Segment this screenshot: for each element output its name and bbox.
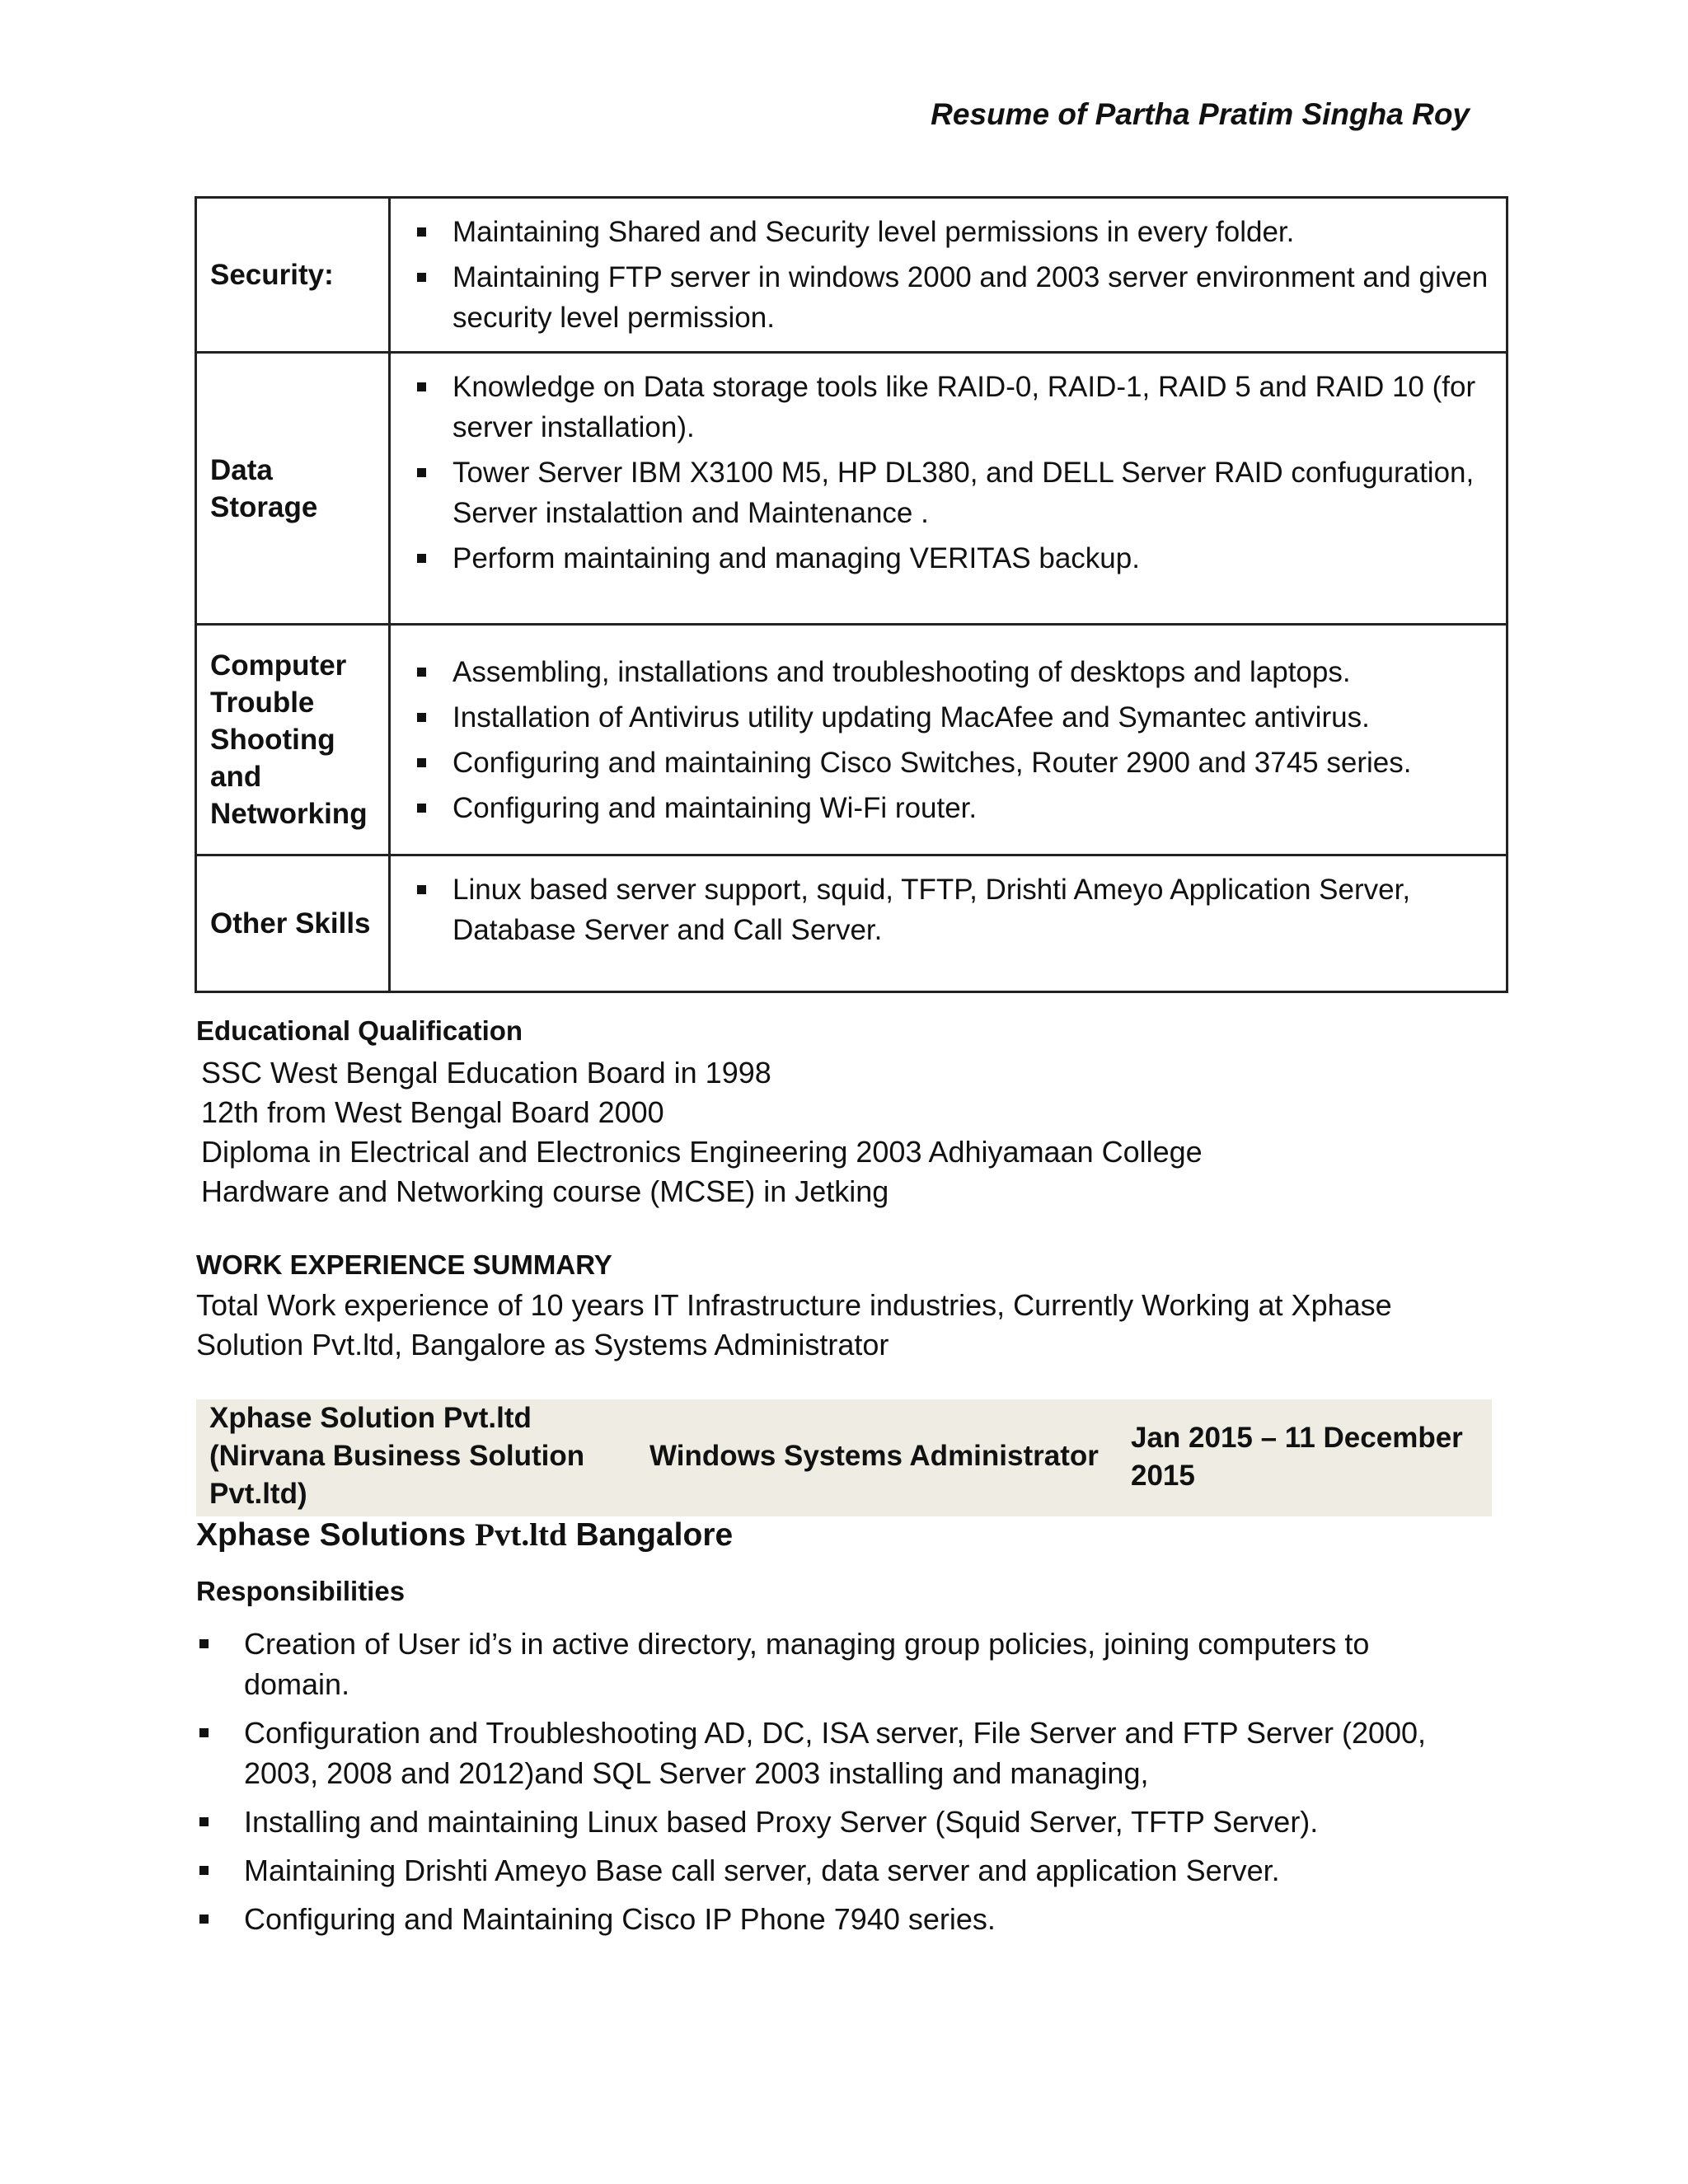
skills-category: Data Storage (196, 353, 390, 625)
job-role: Windows Systems Administrator (649, 1440, 1099, 1472)
skill-item: Configuring and maintaining Wi-Fi router. (407, 788, 1489, 828)
skill-item: Knowledge on Data storage tools like RAID-0, RAID-1, RAID 5 and RAID 10 (for server installation). (407, 367, 1489, 448)
job-header-bar (196, 1399, 1492, 1516)
skill-item: Maintaining FTP server in windows 2000 and 2003 server environment and given security level permission. (407, 257, 1489, 338)
responsibilities-heading: Responsibilities (196, 1576, 406, 1606)
skills-row-networking (196, 625, 1507, 855)
responsibility-item: Installing and maintaining Linux based Proxy Server (Squid Server, TFTP Server). (195, 1802, 1447, 1842)
education-item: 12th from West Bengal Board 2000 (201, 1095, 664, 1129)
work-experience-heading: WORK EXPERIENCE SUMMARY (196, 1249, 612, 1280)
responsibility-item: Configuring and Maintaining Cisco IP Phone 7940 series. (195, 1899, 1447, 1939)
responsibility-item: Creation of User id’s in active directory, managing group policies, joining computers to domain. (195, 1624, 1447, 1704)
education-item: Hardware and Networking course (MCSE) in Jetking (201, 1174, 889, 1208)
skill-item: Linux based server support, squid, TFTP, Drishti Ameyo Application Server, Database Server and Call Server. (407, 869, 1489, 950)
skills-category: Other Skills (196, 855, 390, 992)
skill-item: Installation of Antivirus utility updating MacAfee and Symantec antivirus. (407, 697, 1489, 738)
company-suffix: Pvt.ltd (475, 1517, 567, 1553)
skills-list (407, 652, 1489, 828)
job-company: Xphase Solution Pvt.ltd (Nirvana Business Solution Pvt.ltd) (209, 1402, 585, 1510)
work-experience-summary: Total Work experience of 10 years IT Infrastructure industries, Currently Working at Xphase Solution Pvt.ltd, Bangalore as Systems Administrator (196, 1288, 1392, 1361)
education-item: Diploma in Electrical and Electronics Engineering 2003 Adhiyamaan College (201, 1135, 1203, 1169)
page-header-title: Resume of Partha Pratim Singha Roy (931, 97, 1470, 131)
education-item: SSC West Bengal Education Board in 1998 (201, 1056, 771, 1090)
skills-list (407, 212, 1489, 338)
skill-item: Maintaining Shared and Security level permissions in every folder. (407, 212, 1489, 252)
skills-category: Security: (196, 198, 390, 353)
education-heading: Educational Qualification (196, 1015, 523, 1046)
responsibilities-list (195, 1624, 1447, 1947)
skills-row-data-storage (196, 353, 1507, 625)
skill-item: Configuring and maintaining Cisco Switches, Router 2900 and 3745 series. (407, 743, 1489, 783)
responsibility-item: Maintaining Drishti Ameyo Base call server, data server and application Server. (195, 1850, 1447, 1891)
company-city: Bangalore (566, 1517, 734, 1553)
company-location-line (196, 1516, 733, 1554)
skill-item: Assembling, installations and troubleshooting of desktops and laptops. (407, 652, 1489, 692)
skill-item: Perform maintaining and managing VERITAS backup. (407, 538, 1489, 579)
company-name: Xphase Solutions (196, 1517, 476, 1553)
skills-category: Computer Trouble Shooting and Networking (196, 625, 390, 855)
education-list (201, 1053, 1203, 1212)
skills-list (407, 869, 1489, 950)
skills-list (407, 367, 1489, 579)
job-period: Jan 2015 – 11 December 2015 (1131, 1422, 1463, 1492)
responsibility-item: Configuration and Troubleshooting AD, DC, ISA server, File Server and FTP Server (2000, 2003, 2008 and 2012)and SQL Server 2003 installing and managing, (195, 1713, 1447, 1793)
skill-item: Tower Server IBM X3100 M5, HP DL380, and DELL Server RAID confuguration, Server instalattion and Maintenance . (407, 452, 1489, 533)
skills-table (195, 196, 1508, 993)
skills-row-other (196, 855, 1507, 992)
skills-row-security (196, 198, 1507, 353)
